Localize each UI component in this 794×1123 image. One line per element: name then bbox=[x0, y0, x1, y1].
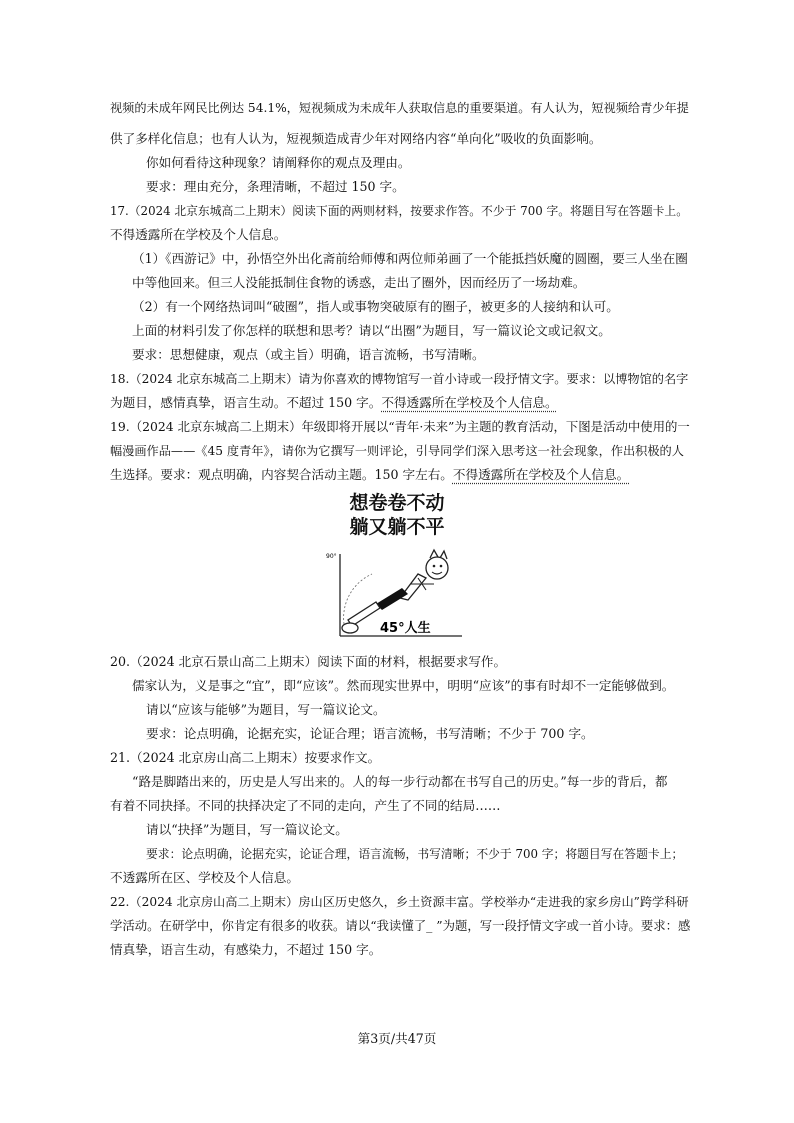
axis-label: 90° bbox=[326, 553, 337, 560]
question-18: 18.（2024 北京东城高二上期末）请为你喜欢的博物馆写一首小诗或一段抒情文字。要求：以博物馆的名字 bbox=[110, 372, 689, 386]
text-line: 要求：思想健康，观点（或主旨）明确，语言流畅，书写清晰。 bbox=[132, 347, 485, 362]
text-line: 情真挚，语言生动，有感染力，不超过 150 字。 bbox=[110, 942, 382, 957]
question-17: 17.（2024 北京东城高二上期末）阅读下面的两则材料，按要求作答。不少于 700 字。将题目写在答题卡上。 bbox=[110, 204, 689, 218]
text-line: 幅漫画作品——《45 度青年》，请你为它撰写一则评论，引导同学们深入思考这一社会现象，作出积极的人 bbox=[110, 444, 684, 458]
question-19: 19.（2024 北京东城高二上期末）年级即将开展以“青年·未来”为主题的教育活动，下图是活动中使用的一 bbox=[110, 419, 690, 434]
question-20: 20.（2024 北京石景山高二上期末）阅读下面的材料，根据要求写作。 bbox=[110, 654, 507, 669]
text-line: 供了多样化信息；也有人认为，短视频造成青少年对网络内容“单向化”吸收的负面影响。 bbox=[110, 131, 602, 146]
text-line: 视频的未成年网民比例达 54.1%，短视频成为未成年人获取信息的重要渠道。有人认为，短视频给青少年提 bbox=[110, 101, 689, 115]
page-number: 第3页/共47页 bbox=[357, 1031, 437, 1046]
question-22: 22.（2024 北京房山高二上期末）房山区历史悠久，乡土资源丰富。学校举办“走进我的家乡房山”跨学科研 bbox=[110, 895, 689, 909]
text-line: （2）有一个网络热词叫“破圈”，指人或事物突破原有的圈子，被更多的人接纳和认可。 bbox=[132, 299, 619, 314]
text-line: 学活动。在研学中，你肯定有很多的收获。请以“我读懂了_ ”为题，写一段抒情文字或一首小诗。要求：感 bbox=[110, 918, 691, 933]
text-line: 要求：论点明确，论据充实，论证合理，语言流畅，书写清晰；不少于 700 字；将题目写在答题卡上； bbox=[146, 847, 684, 861]
text-line: （1）《西游记》中，孙悟空外出化斋前给师傅和两位师弟画了一个能抵挡妖魔的圆圈，要三人坐在圈 bbox=[132, 251, 688, 266]
text-line: 中等他回来。但三人没能抵制住食物的诱惑，走出了圈外，因而经历了一场劫难。 bbox=[132, 275, 586, 290]
text-line bbox=[110, 463, 690, 487]
comic-drawing bbox=[322, 544, 472, 648]
text-line: 请以“应该与能够”为题目，写一篇议论文。 bbox=[146, 702, 386, 717]
text-span: 为题目，感情真挚，语言生动。不超过 150 字。 bbox=[110, 395, 382, 410]
comic-caption: 45°人生 bbox=[380, 621, 431, 636]
comic-title-line2: 躺又躺不平 bbox=[349, 516, 445, 538]
text-line bbox=[110, 391, 690, 415]
text-line: 有着不同抉择。不同的抉择决定了不同的走向，产生了不同的结局…… bbox=[110, 798, 501, 813]
text-line: 要求：理由充分，条理清晰，不超过 150 字。 bbox=[146, 179, 405, 194]
comic-title-line1: 想卷卷不动 bbox=[349, 492, 445, 514]
text-line: 你如何看待这种现象？请阐释你的观点及理由。 bbox=[146, 155, 411, 170]
text-line: 要求：论点明确，论据充实，论证合理；语言流畅，书写清晰；不少于 700 字。 bbox=[146, 726, 594, 741]
emphasis-text: 不得透露所在学校及个人信息。 bbox=[381, 395, 558, 410]
text-line: 不透露所在区、学校及个人信息。 bbox=[110, 870, 299, 885]
text-line: 不得透露所在学校及个人信息。 bbox=[110, 227, 287, 242]
text-line: “路是脚踏出来的，历史是人写出来的。人的每一步行动都在书写自己的历史。”每一步的背后，都 bbox=[132, 774, 668, 789]
text-span: 生选择。要求：观点明确，内容契合活动主题。150 字左右。 bbox=[110, 467, 453, 482]
emphasis-text: 不得透露所在学校及个人信息。 bbox=[452, 467, 630, 482]
text-line: 儒家认为，义是事之“宜”，即“应该”。然而现实世界中，明明“应该”的事有时却不一定能够做到。 bbox=[132, 678, 675, 693]
text-line: 请以“抉择”为题目，写一篇议论文。 bbox=[146, 822, 348, 837]
text-line: 上面的材料引发了你怎样的联想和思考？请以“出圈”为题目，写一篇议论文或记叙文。 bbox=[132, 323, 611, 338]
question-21: 21.（2024 北京房山高二上期末）按要求作文。 bbox=[110, 750, 381, 765]
comic-illustration bbox=[322, 492, 472, 648]
